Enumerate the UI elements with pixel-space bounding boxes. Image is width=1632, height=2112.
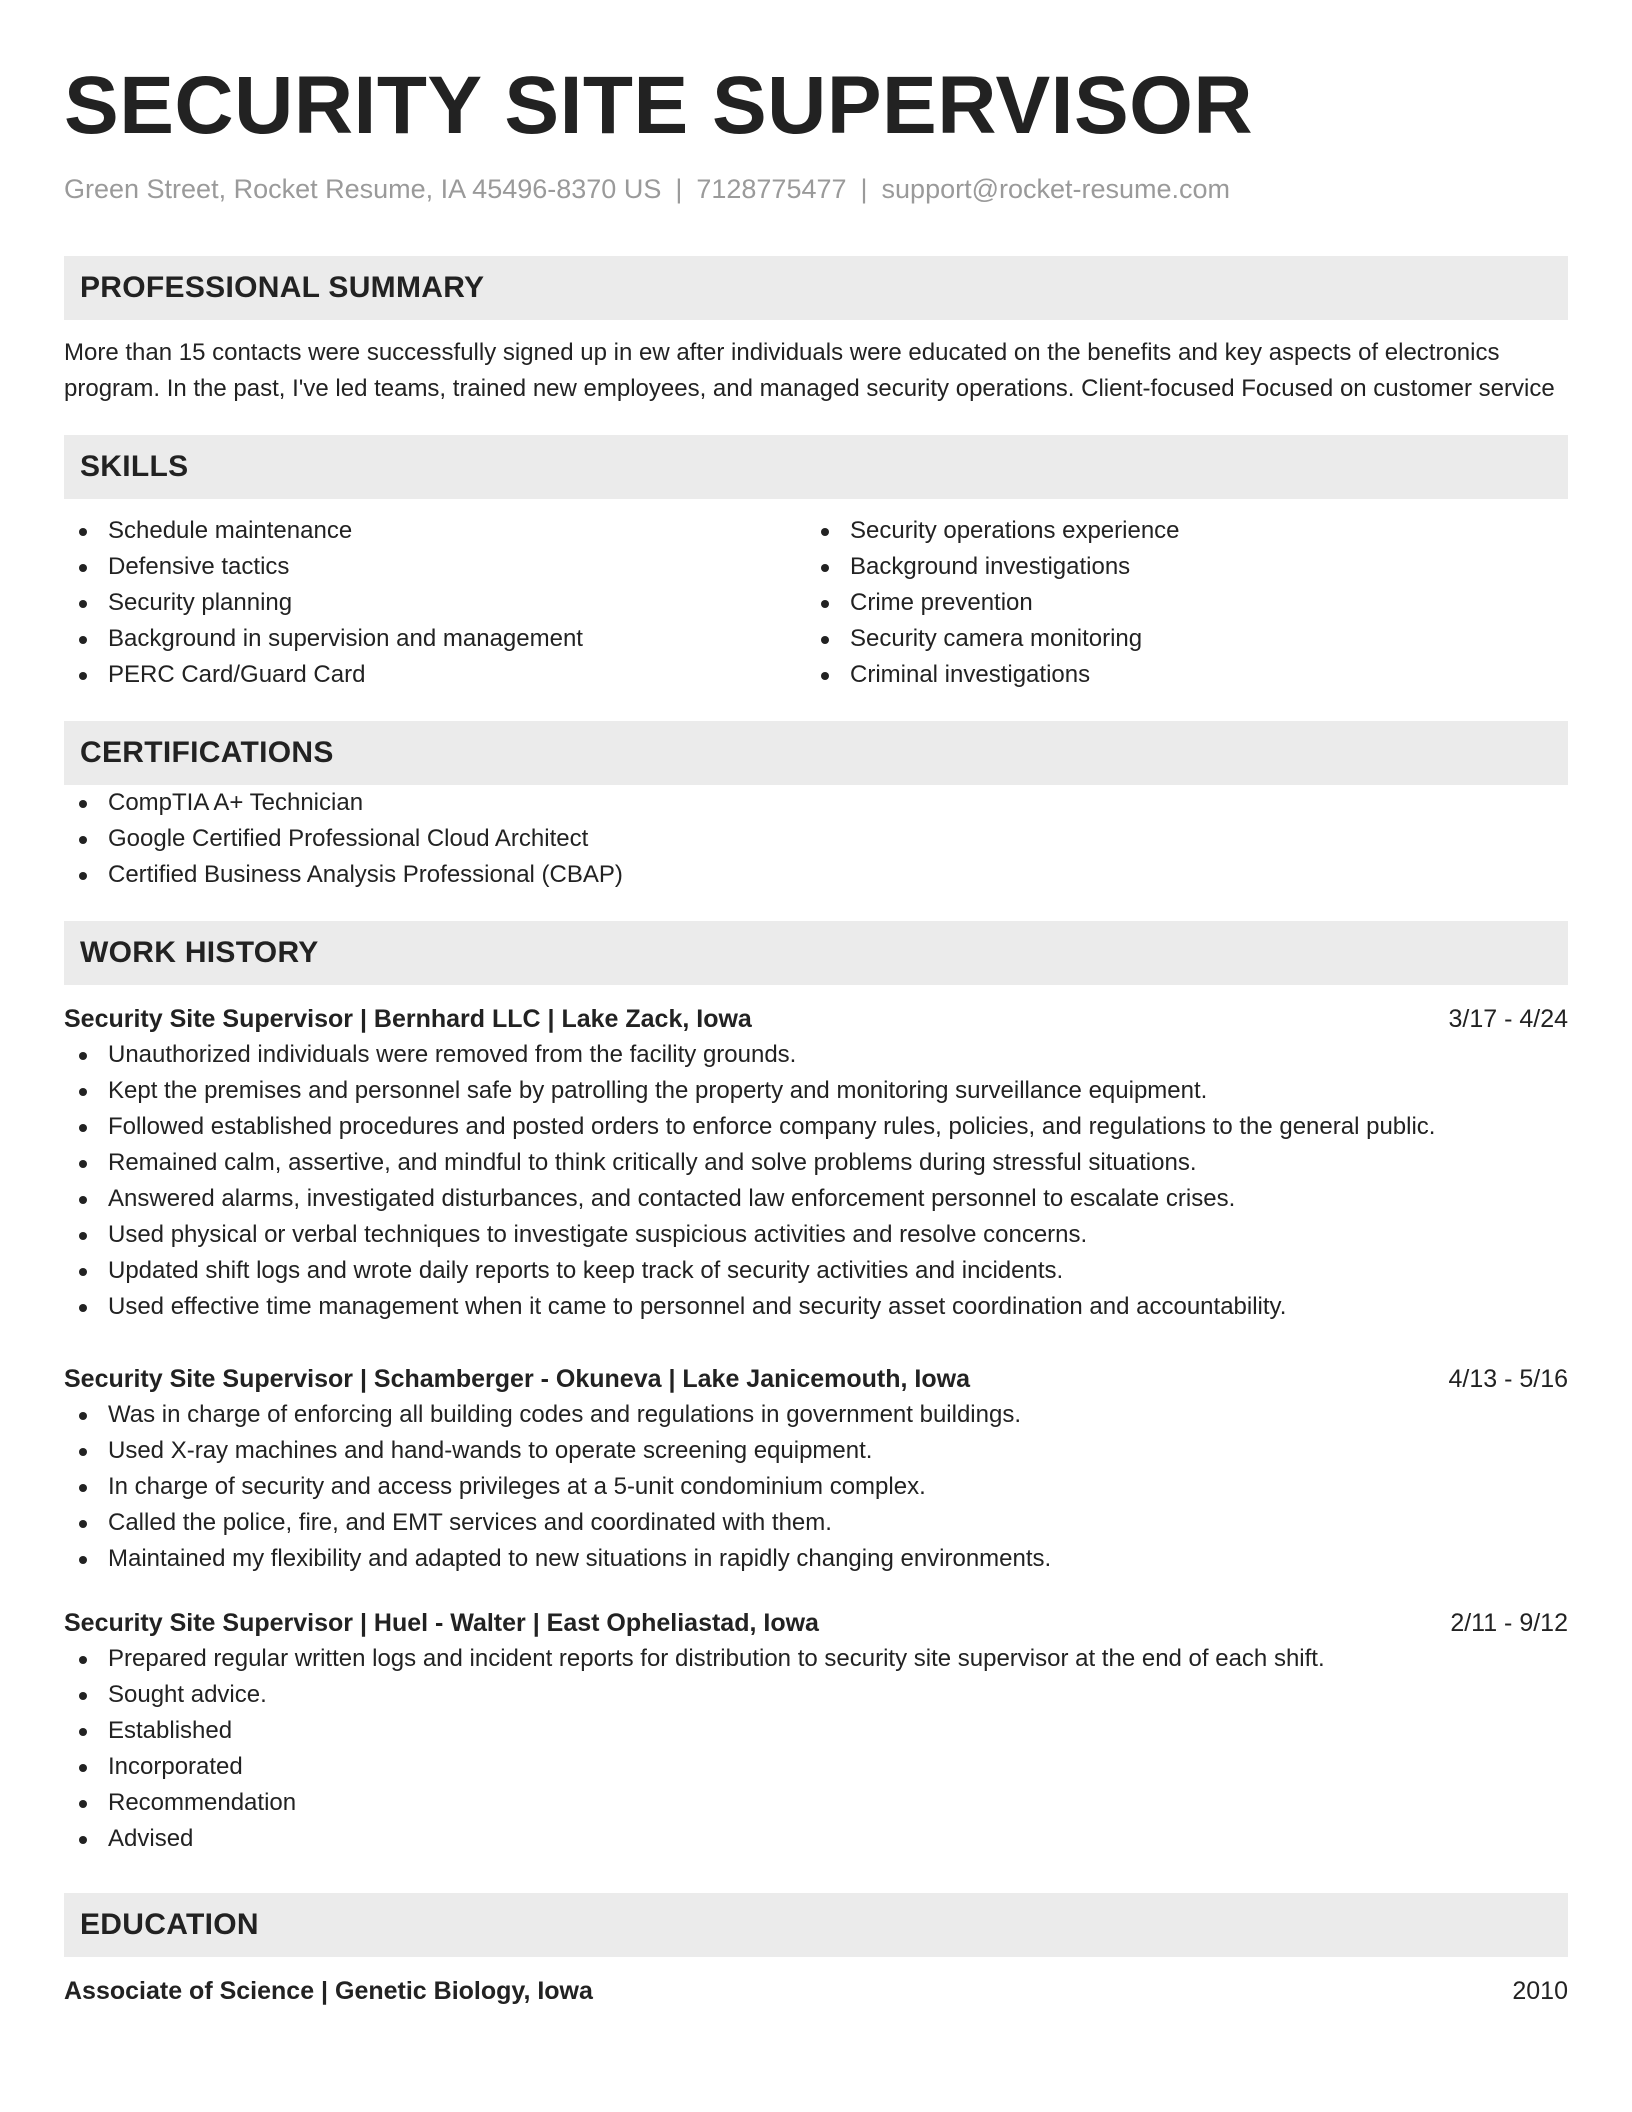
contact-phone: 7128775477	[696, 174, 847, 204]
resume-name: SECURITY SITE SUPERVISOR	[64, 60, 1254, 151]
education-year: 2010	[1512, 1977, 1568, 2005]
job-bullet: Recommendation	[64, 1785, 1568, 1821]
job-bullet: Kept the premises and personnel safe by patrolling the property and monitoring surveillance equipment.	[64, 1073, 1568, 1109]
job-title: Security Site Supervisor | Schamberger - Okuneva | Lake Janicemouth, Iowa	[64, 1365, 970, 1393]
contact-line	[64, 172, 1568, 206]
education-entry	[64, 1973, 1568, 2009]
job-bullet: Was in charge of enforcing all building codes and regulations in government buildings.	[64, 1397, 1568, 1433]
contact-address: Green Street, Rocket Resume, IA 45496-8370 US	[64, 174, 662, 204]
job-entry	[64, 1361, 1568, 1577]
contact-separator: |	[860, 174, 868, 204]
section-header-certifications: CERTIFICATIONS	[64, 721, 1568, 785]
job-bullet: In charge of security and access privileges at a 5-unit condominium complex.	[64, 1469, 1568, 1505]
skill-item: Crime prevention	[806, 585, 1548, 621]
job-bullet: Incorporated	[64, 1749, 1568, 1785]
education-degree: Associate of Science | Genetic Biology, Iowa	[64, 1977, 593, 2005]
job-bullet: Sought advice.	[64, 1677, 1568, 1713]
job-bullets	[64, 1037, 1568, 1325]
skills-column-right	[806, 513, 1548, 693]
job-dates: 4/13 - 5/16	[1448, 1365, 1568, 1393]
skill-item: Security camera monitoring	[806, 621, 1548, 657]
job-entry	[64, 1605, 1568, 1857]
certification-item: Google Certified Professional Cloud Architect	[64, 821, 1568, 857]
skills-grid	[64, 513, 1568, 693]
job-bullet: Used X-ray machines and hand-wands to operate screening equipment.	[64, 1433, 1568, 1469]
job-title: Security Site Supervisor | Bernhard LLC | Lake Zack, Iowa	[64, 1005, 752, 1033]
job-bullet: Used physical or verbal techniques to investigate suspicious activities and resolve concerns.	[64, 1217, 1568, 1253]
section-header-summary: PROFESSIONAL SUMMARY	[64, 256, 1568, 320]
job-header	[64, 1001, 1568, 1037]
certifications-list	[64, 785, 1568, 893]
job-bullet: Advised	[64, 1821, 1568, 1857]
certification-item: Certified Business Analysis Professional (CBAP)	[64, 857, 1568, 893]
job-bullet: Followed established procedures and posted orders to enforce company rules, policies, and regulations to the general public.	[64, 1109, 1568, 1145]
contact-email: support@rocket-resume.com	[881, 174, 1231, 204]
job-bullets	[64, 1397, 1568, 1577]
skill-item: Defensive tactics	[64, 549, 806, 585]
job-bullet: Prepared regular written logs and incident reports for distribution to security site supervisor at the end of each shift.	[64, 1641, 1568, 1677]
resume-page	[64, 0, 1568, 2009]
certification-item: CompTIA A+ Technician	[64, 785, 1568, 821]
job-bullet: Unauthorized individuals were removed from the facility grounds.	[64, 1037, 1568, 1073]
contact-separator: |	[675, 174, 683, 204]
job-bullet: Maintained my flexibility and adapted to new situations in rapidly changing environments.	[64, 1541, 1568, 1577]
skills-list-right	[806, 513, 1548, 693]
job-dates: 3/17 - 4/24	[1448, 1005, 1568, 1033]
skill-item: Background investigations	[806, 549, 1548, 585]
skill-item: Criminal investigations	[806, 657, 1548, 693]
job-bullet: Answered alarms, investigated disturbances, and contacted law enforcement personnel to escalate crises.	[64, 1181, 1568, 1217]
job-entry	[64, 1001, 1568, 1325]
job-bullet: Established	[64, 1713, 1568, 1749]
section-header-skills: SKILLS	[64, 435, 1568, 499]
job-bullets	[64, 1641, 1568, 1857]
job-title: Security Site Supervisor | Huel - Walter | East Opheliastad, Iowa	[64, 1609, 819, 1637]
skills-column-left	[64, 513, 806, 693]
summary-text: More than 15 contacts were successfully signed up in ew after individuals were educated on the benefits and key aspects of electronics program. In the past, I've led teams, trained new employees, and managed security operations. Client-focused Focused on customer service	[64, 339, 1555, 402]
skill-item: Background in supervision and management	[64, 621, 806, 657]
job-bullet: Used effective time management when it came to personnel and security asset coordination and accountability.	[64, 1289, 1568, 1325]
job-dates: 2/11 - 9/12	[1450, 1609, 1568, 1637]
skills-list-left	[64, 513, 806, 693]
skill-item: PERC Card/Guard Card	[64, 657, 806, 693]
job-header	[64, 1605, 1568, 1641]
job-bullet: Updated shift logs and wrote daily reports to keep track of security activities and incidents.	[64, 1253, 1568, 1289]
job-bullet: Called the police, fire, and EMT services and coordinated with them.	[64, 1505, 1568, 1541]
section-header-work-history: WORK HISTORY	[64, 921, 1568, 985]
job-header	[64, 1361, 1568, 1397]
skill-item: Security operations experience	[806, 513, 1548, 549]
section-header-education: EDUCATION	[64, 1893, 1568, 1957]
job-bullet: Remained calm, assertive, and mindful to think critically and solve problems during stressful situations.	[64, 1145, 1568, 1181]
skill-item: Security planning	[64, 585, 806, 621]
skill-item: Schedule maintenance	[64, 513, 806, 549]
